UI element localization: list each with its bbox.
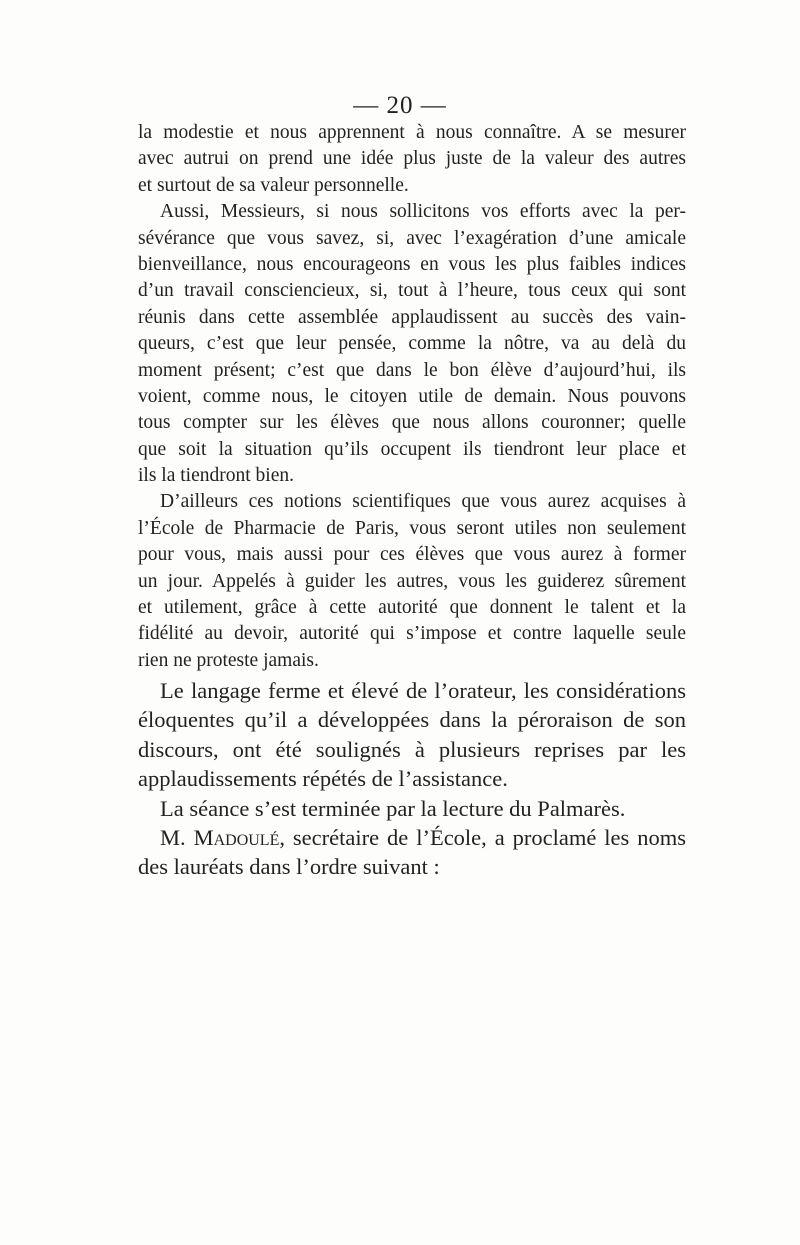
- text-line: discours, ont été soulignés à plusieurs reprises par les: [138, 736, 686, 762]
- text-line: tous compter sur les élèves que nous allons couronner; quelle: [138, 412, 686, 434]
- text-line: ils la tiendront bien.: [138, 465, 294, 487]
- text-line: Aussi, Messieurs, si nous sollicitons vos efforts avec la per-: [160, 201, 686, 223]
- text-line: voient, comme nous, le citoyen utile de demain. Nous pouvons: [138, 385, 686, 407]
- text-line: que soit la situation qu’ils occupent ils tiendront leur place et: [138, 438, 686, 460]
- text-line: fidélité au devoir, autorité qui s’impose et contre laquelle seule: [138, 623, 686, 645]
- text-line: sévérance que vous savez, si, avec l’exagération d’une amicale: [138, 227, 686, 249]
- text-line: applaudissements répétés de l’assistance.: [138, 766, 508, 792]
- text-line: Le langage ferme et élevé de l’orateur, les considérations: [160, 678, 686, 703]
- text-line: queurs, c’est que leur pensée, comme la nôtre, va au delà du: [138, 333, 686, 355]
- text-line: pour vous, mais aussi pour ces élèves que vous aurez à former: [138, 544, 686, 566]
- narrative-text: [138, 676, 686, 882]
- text-line: bienveillance, nous encourageons en vous les plus faibles indices: [138, 253, 686, 275]
- text-line: moment présent; c’est que dans le bon élève d’aujourd’hui, ils: [138, 359, 686, 381]
- text-line: un jour. Appelés à guider les autres, vous les guiderez sûrement: [138, 570, 686, 592]
- text-line: réunis dans cette assemblée applaudissent au succès des vain-: [138, 306, 686, 328]
- page-number: — 20 —: [353, 92, 447, 119]
- text-line: d’un travail consciencieux, si, tout à l’heure, tous ceux qui sont: [138, 280, 686, 302]
- text-line: et surtout de sa valeur personnelle.: [138, 174, 409, 196]
- name-prefix: M.: [160, 824, 194, 850]
- text-line: rien ne proteste jamais.: [138, 649, 319, 671]
- text-line: La séance s’est terminée par la lecture du Palmarès.: [160, 795, 626, 821]
- text-line: la modestie et nous apprennent à nous connaître. A se mesurer: [138, 122, 686, 143]
- text-line: et utilement, grâce à cette autorité que donnent le talent et la: [138, 597, 686, 619]
- speech-text: [138, 120, 686, 674]
- text-line: [138, 823, 686, 852]
- text-line: avec autrui on prend une idée plus juste de la valeur des autres: [138, 148, 686, 170]
- text-line: des lauréats dans l’ordre suivant :: [138, 854, 440, 880]
- secretary-name: Madoulé: [193, 824, 280, 850]
- line-rest: , secrétaire de l’École, a proclamé les noms: [279, 824, 686, 850]
- text-line: D’ailleurs ces notions scientifiques que vous aurez acquises à: [160, 491, 686, 513]
- text-line: éloquentes qu’il a développées dans la péroraison de son: [138, 707, 686, 733]
- text-line: l’École de Pharmacie de Paris, vous seront utiles non seulement: [138, 517, 686, 539]
